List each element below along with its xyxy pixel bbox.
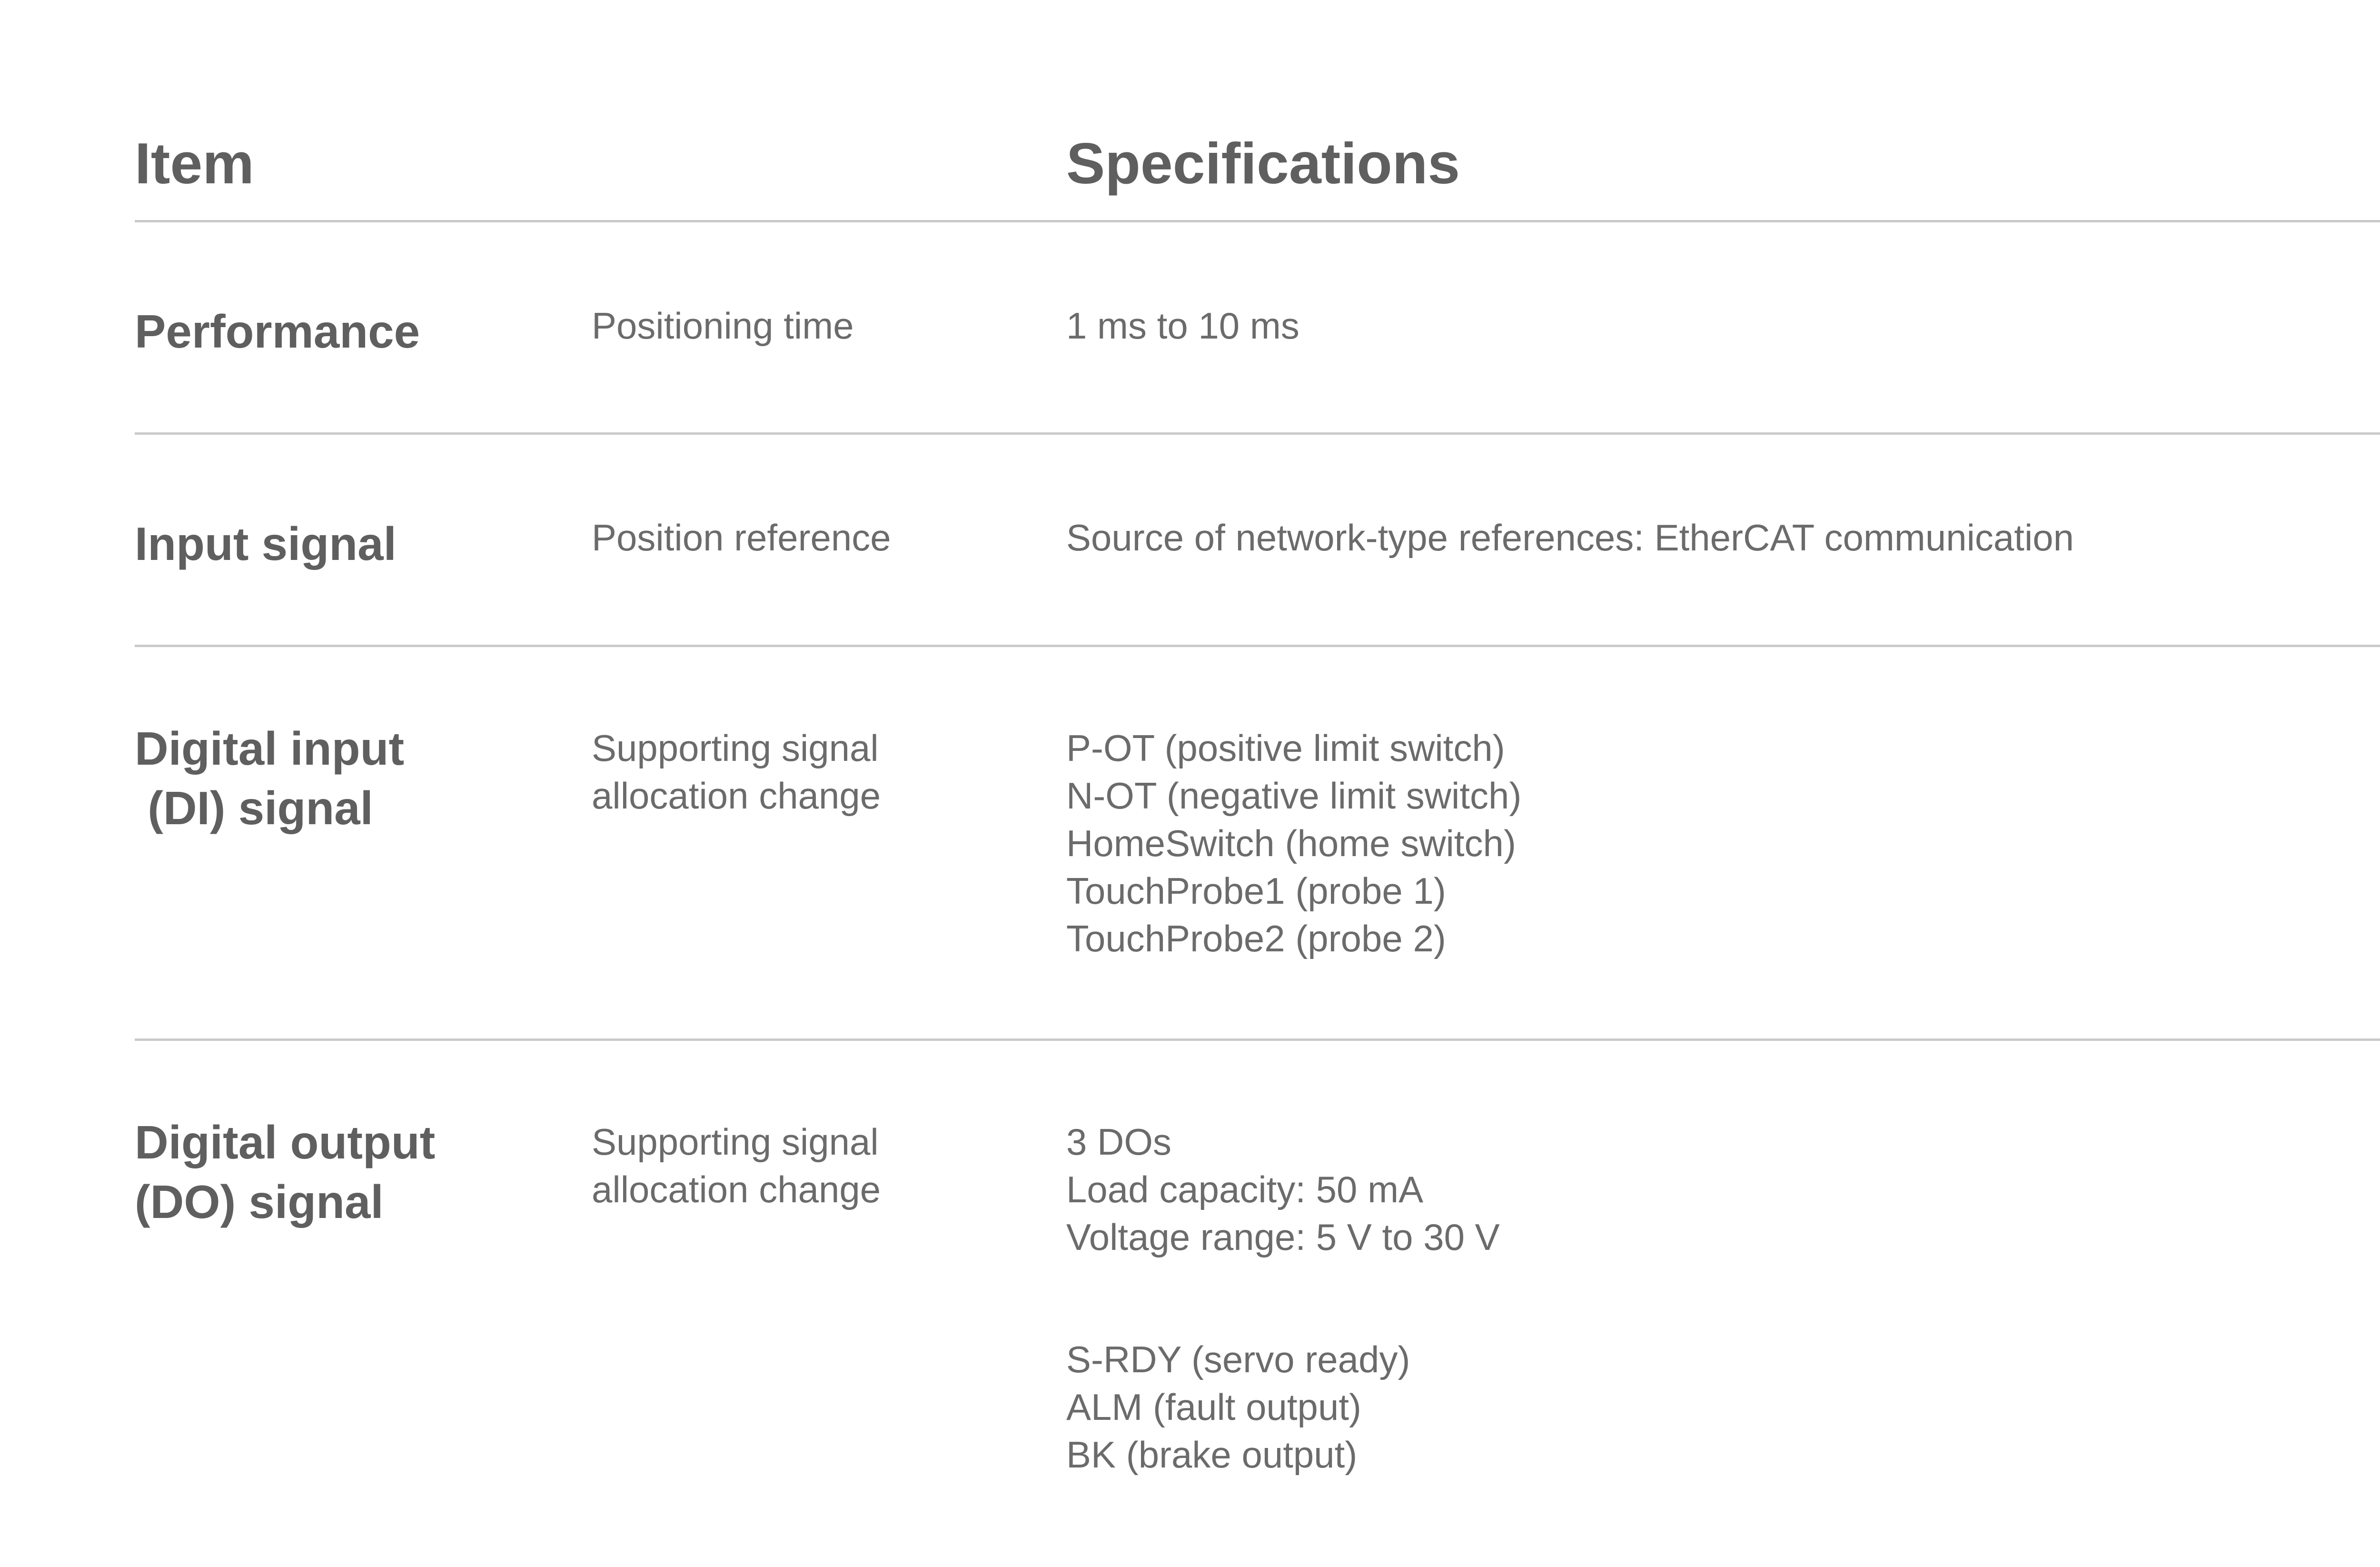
row-digital-output-subitem: [592, 1118, 881, 1213]
row-input-signal-subitem: Position reference: [592, 517, 891, 559]
row-divider: [135, 1038, 2380, 1041]
row-divider: [135, 645, 2380, 647]
spec-line: TouchProbe1 (probe 1): [1066, 870, 1446, 912]
row-input-signal-item: Input signal: [135, 518, 397, 570]
spec-line: 3 DOs: [1066, 1121, 1172, 1163]
row-digital-input-item: [135, 719, 404, 838]
spec-line: P-OT (positive limit switch): [1066, 727, 1505, 769]
column-header-item: Item: [135, 131, 254, 196]
subitem-line: allocation change: [592, 1168, 881, 1210]
column-header-specifications: Specifications: [1066, 131, 1460, 196]
row-divider: [135, 432, 2380, 435]
spec-line: Voltage range: 5 V to 30 V: [1066, 1216, 1500, 1258]
spec-line: N-OT (negative limit switch): [1066, 775, 1522, 817]
spec-line: Load capacity: 50 mA: [1066, 1168, 1424, 1210]
spec-line: S-RDY (servo ready): [1066, 1338, 1410, 1380]
row-input-signal-spec: Source of network-type references: EtherCAT communication: [1066, 517, 2074, 559]
row-digital-input-subitem: [592, 724, 881, 819]
row-performance-spec: 1 ms to 10 ms: [1066, 305, 1299, 347]
spec-line: ALM (fault output): [1066, 1386, 1361, 1428]
row-digital-output-item: [135, 1113, 435, 1232]
item-line: Digital output: [135, 1116, 436, 1168]
row-performance-subitem: Positioning time: [592, 305, 854, 347]
item-line: Digital input: [135, 722, 405, 775]
header-divider: [135, 220, 2380, 222]
subitem-line: Supporting signal: [592, 727, 879, 769]
row-digital-output-spec-signals: [1066, 1336, 1410, 1478]
spec-line: TouchProbe2 (probe 2): [1066, 918, 1446, 959]
item-line: (DO) signal: [135, 1176, 384, 1228]
spec-line: BK (brake output): [1066, 1434, 1358, 1476]
subitem-line: Supporting signal: [592, 1121, 879, 1163]
subitem-line: allocation change: [592, 775, 881, 817]
item-line: (DI) signal: [135, 782, 373, 834]
spec-line: HomeSwitch (home switch): [1066, 822, 1516, 864]
row-digital-input-spec: [1066, 724, 1521, 962]
row-digital-output-spec: [1066, 1118, 1500, 1261]
row-performance-item: Performance: [135, 305, 420, 358]
